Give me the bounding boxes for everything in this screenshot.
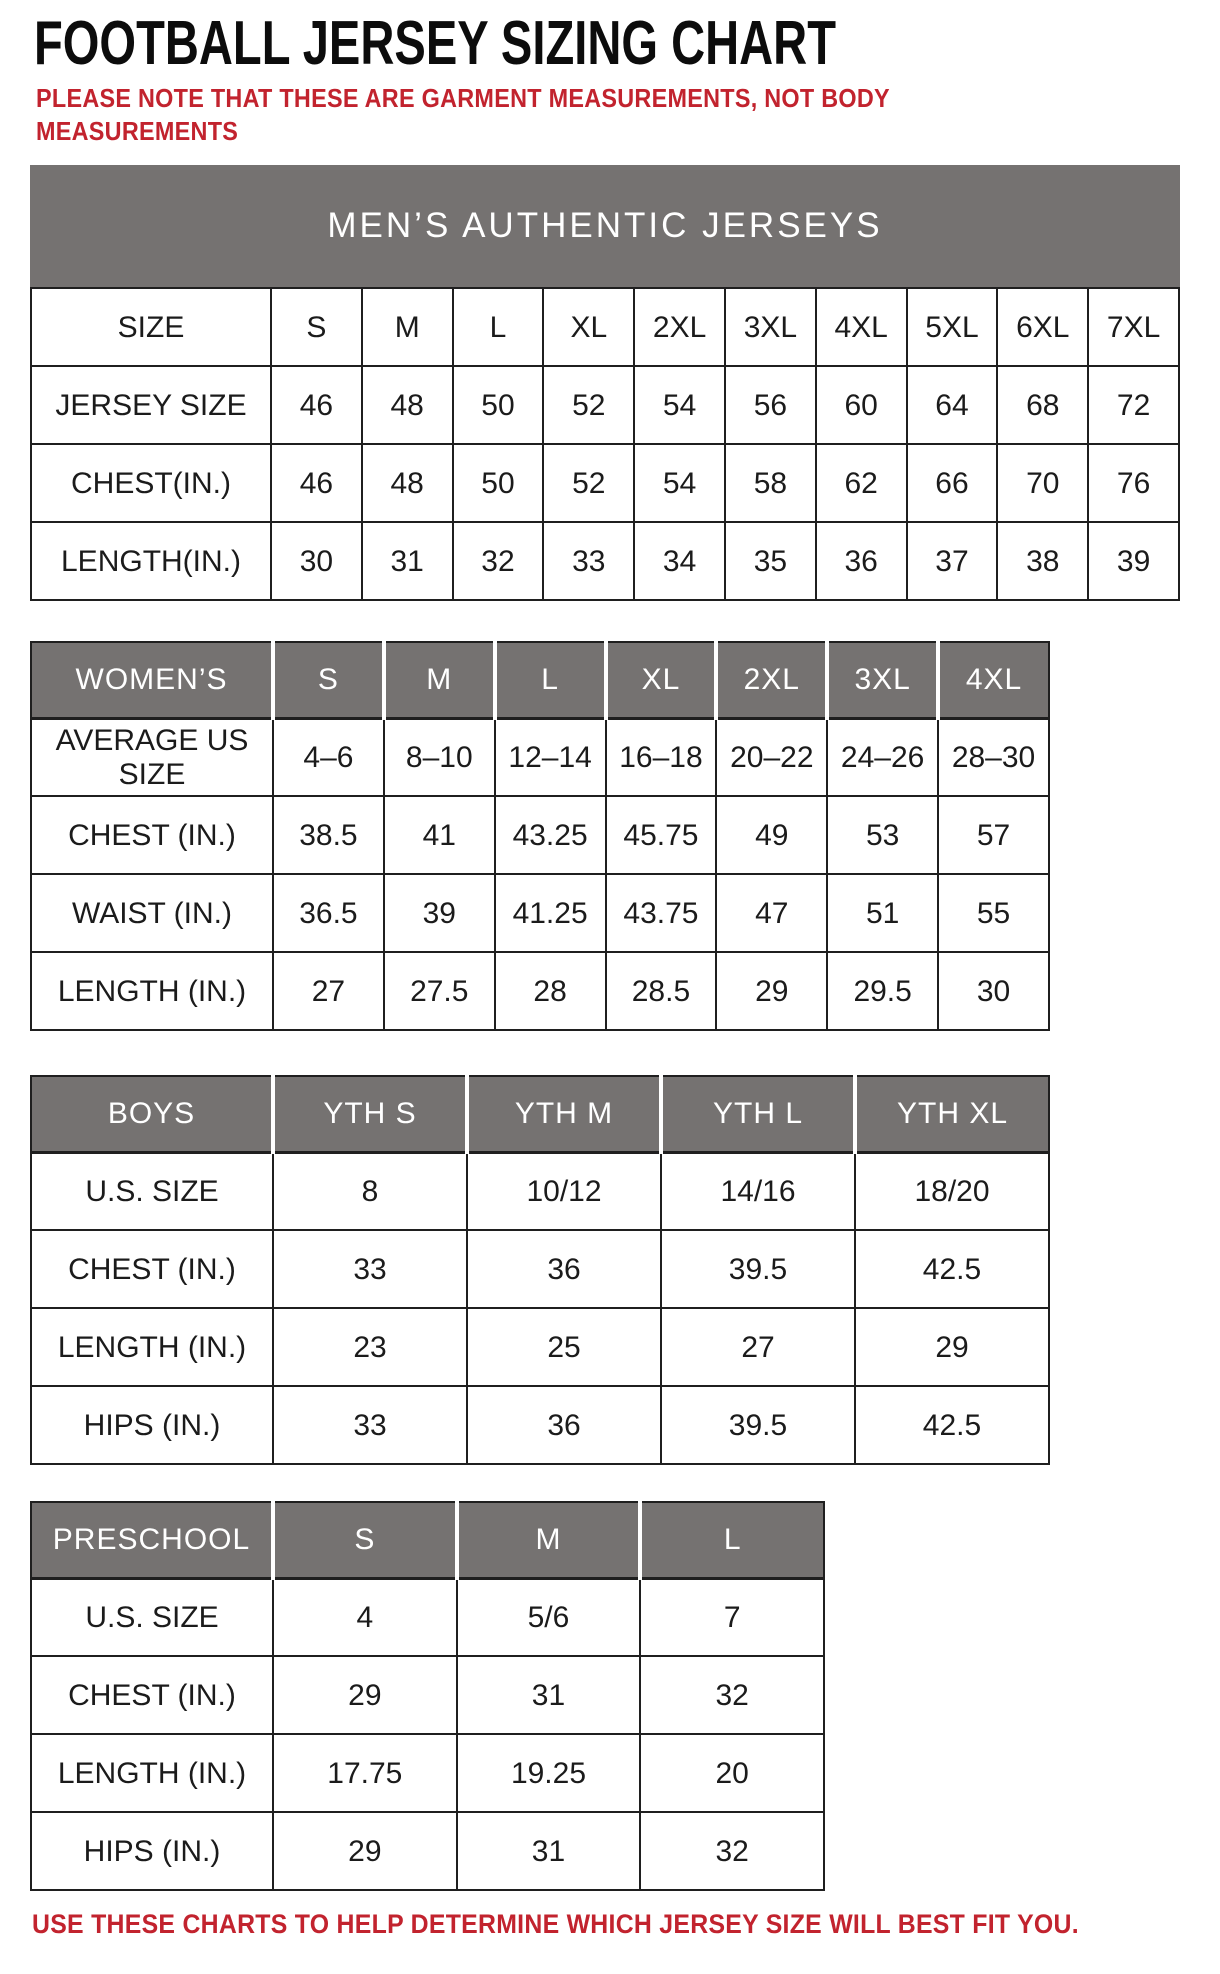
column-header: YTH M — [467, 1076, 661, 1152]
table-cell: 20 — [640, 1734, 824, 1812]
table-cell: 7XL — [1088, 288, 1179, 366]
column-header: M — [384, 642, 495, 718]
table-cell: 19.25 — [457, 1734, 641, 1812]
table-cell: 41.25 — [495, 874, 606, 952]
table-cell: 28 — [495, 952, 606, 1030]
footer-note: USE THESE CHARTS TO HELP DETERMINE WHICH JERSEY SIZE WILL BEST FIT YOU. — [32, 1909, 1079, 1940]
table-cell: 28–30 — [938, 718, 1049, 796]
table-cell: 27.5 — [384, 952, 495, 1030]
table-cell: 10/12 — [467, 1152, 661, 1230]
table-row — [31, 1386, 1049, 1464]
mens-table-wrap — [30, 165, 1180, 601]
table-cell: 14/16 — [661, 1152, 855, 1230]
table-cell: 39 — [1088, 522, 1179, 600]
table-cell: 50 — [453, 444, 544, 522]
table-cell: 32 — [453, 522, 544, 600]
row-label: HIPS (IN.) — [31, 1386, 273, 1464]
table-cell: 38.5 — [273, 796, 384, 874]
row-label: CHEST (IN.) — [31, 1230, 273, 1308]
row-label: WAIST (IN.) — [31, 874, 273, 952]
table-cell: 32 — [640, 1656, 824, 1734]
table-cell: 43.25 — [495, 796, 606, 874]
table-cell: 37 — [907, 522, 998, 600]
table-cell: 47 — [716, 874, 827, 952]
table-cell: 50 — [453, 366, 544, 444]
table-cell: 5XL — [907, 288, 998, 366]
table-cell: 33 — [543, 522, 634, 600]
table-cell: 62 — [816, 444, 907, 522]
table-cell: 36.5 — [273, 874, 384, 952]
row-label: LENGTH (IN.) — [31, 1734, 273, 1812]
table-cell: 38 — [997, 522, 1088, 600]
mens-sizing-table — [30, 287, 1180, 601]
table-cell: 58 — [725, 444, 816, 522]
table-cell: 29 — [855, 1308, 1049, 1386]
table-cell: 30 — [938, 952, 1049, 1030]
table-row — [31, 522, 1179, 600]
table-cell: 35 — [725, 522, 816, 600]
table-row — [31, 1152, 1049, 1230]
table-cell: S — [271, 288, 362, 366]
column-header: S — [273, 642, 384, 718]
table-cell: 54 — [634, 366, 725, 444]
row-label: HIPS (IN.) — [31, 1812, 273, 1890]
table-row — [31, 1734, 824, 1812]
column-header: M — [457, 1502, 641, 1578]
table-cell: 28.5 — [606, 952, 717, 1030]
table-cell: 27 — [273, 952, 384, 1030]
table-cell: 41 — [384, 796, 495, 874]
table-cell: 17.75 — [273, 1734, 457, 1812]
table-cell: XL — [543, 288, 634, 366]
column-header: XL — [606, 642, 717, 718]
table-cell: 31 — [457, 1812, 641, 1890]
table-row — [31, 444, 1179, 522]
table-cell: 56 — [725, 366, 816, 444]
table-cell: 53 — [827, 796, 938, 874]
table-cell: 3XL — [725, 288, 816, 366]
table-cell: 18/20 — [855, 1152, 1049, 1230]
table-cell: 30 — [271, 522, 362, 600]
table-cell: 24–26 — [827, 718, 938, 796]
womens-table-wrap — [30, 641, 1050, 1031]
table-row — [31, 1230, 1049, 1308]
table-row — [31, 288, 1179, 366]
table-cell: 39 — [384, 874, 495, 952]
table-cell: 16–18 — [606, 718, 717, 796]
mens-table-banner: MEN’S AUTHENTIC JERSEYS — [30, 165, 1180, 287]
table-cell: 76 — [1088, 444, 1179, 522]
table-cell: 5/6 — [457, 1578, 641, 1656]
row-label: CHEST (IN.) — [31, 1656, 273, 1734]
table-cell: 39.5 — [661, 1386, 855, 1464]
column-header: 4XL — [938, 642, 1049, 718]
row-label: LENGTH (IN.) — [31, 1308, 273, 1386]
table-cell: 66 — [907, 444, 998, 522]
table-cell: 7 — [640, 1578, 824, 1656]
table-cell: 4 — [273, 1578, 457, 1656]
table-cell: 46 — [271, 444, 362, 522]
row-label: U.S. SIZE — [31, 1152, 273, 1230]
table-cell: 20–22 — [716, 718, 827, 796]
table-cell: 29.5 — [827, 952, 938, 1030]
table-cell: 46 — [271, 366, 362, 444]
table-cell: L — [453, 288, 544, 366]
table-cell: 29 — [716, 952, 827, 1030]
table-cell: 49 — [716, 796, 827, 874]
table-cell: 25 — [467, 1308, 661, 1386]
header-row — [31, 642, 1049, 718]
table-cell: 39.5 — [661, 1230, 855, 1308]
header-label: PRESCHOOL — [31, 1502, 273, 1578]
table-row — [31, 718, 1049, 796]
table-cell: 2XL — [634, 288, 725, 366]
row-label: SIZE — [31, 288, 271, 366]
table-cell: 6XL — [997, 288, 1088, 366]
table-cell: 4XL — [816, 288, 907, 366]
table-cell: M — [362, 288, 453, 366]
measurement-note — [36, 82, 1102, 147]
header-row — [31, 1502, 824, 1578]
boys-table-section — [30, 1075, 1220, 1465]
table-row — [31, 796, 1049, 874]
table-cell: 70 — [997, 444, 1088, 522]
table-cell: 33 — [273, 1386, 467, 1464]
column-header: 2XL — [716, 642, 827, 718]
preschool-table-wrap — [30, 1501, 825, 1891]
header-label: WOMEN’S — [31, 642, 273, 718]
table-cell: 42.5 — [855, 1230, 1049, 1308]
womens-sizing-table — [30, 641, 1050, 1031]
table-cell: 32 — [640, 1812, 824, 1890]
note-line: MEASUREMENTS — [36, 115, 239, 146]
table-cell: 36 — [816, 522, 907, 600]
column-header: 3XL — [827, 642, 938, 718]
row-label: AVERAGE US SIZE — [31, 718, 273, 796]
table-cell: 29 — [273, 1656, 457, 1734]
column-header: S — [273, 1502, 457, 1578]
column-header: L — [495, 642, 606, 718]
table-cell: 57 — [938, 796, 1049, 874]
table-cell: 36 — [467, 1230, 661, 1308]
table-cell: 34 — [634, 522, 725, 600]
column-header: YTH L — [661, 1076, 855, 1152]
row-label: JERSEY SIZE — [31, 366, 271, 444]
table-cell: 43.75 — [606, 874, 717, 952]
table-row — [31, 366, 1179, 444]
womens-table-section — [30, 641, 1220, 1031]
table-cell: 36 — [467, 1386, 661, 1464]
table-cell: 51 — [827, 874, 938, 952]
table-cell: 4–6 — [273, 718, 384, 796]
table-row — [31, 1578, 824, 1656]
boys-table-wrap — [30, 1075, 1050, 1465]
table-cell: 54 — [634, 444, 725, 522]
table-cell: 68 — [997, 366, 1088, 444]
table-row — [31, 874, 1049, 952]
table-cell: 45.75 — [606, 796, 717, 874]
column-header: L — [640, 1502, 824, 1578]
table-cell: 12–14 — [495, 718, 606, 796]
table-cell: 48 — [362, 444, 453, 522]
table-row — [31, 1656, 824, 1734]
table-cell: 52 — [543, 444, 634, 522]
row-label: CHEST (IN.) — [31, 796, 273, 874]
boys-sizing-table — [30, 1075, 1050, 1465]
table-cell: 31 — [457, 1656, 641, 1734]
table-cell: 52 — [543, 366, 634, 444]
note-line: PLEASE NOTE THAT THESE ARE GARMENT MEASUREMENTS, NOT BODY — [36, 83, 890, 114]
table-cell: 8–10 — [384, 718, 495, 796]
table-row — [31, 1308, 1049, 1386]
column-header: YTH XL — [855, 1076, 1049, 1152]
table-cell: 31 — [362, 522, 453, 600]
row-label: CHEST(IN.) — [31, 444, 271, 522]
preschool-sizing-table — [30, 1501, 825, 1891]
table-cell: 42.5 — [855, 1386, 1049, 1464]
row-label: LENGTH(IN.) — [31, 522, 271, 600]
table-row — [31, 1812, 824, 1890]
page-title: FOOTBALL JERSEY SIZING CHART — [34, 9, 836, 78]
table-cell: 60 — [816, 366, 907, 444]
column-header: YTH S — [273, 1076, 467, 1152]
mens-table-section — [30, 165, 1220, 601]
table-cell: 33 — [273, 1230, 467, 1308]
table-cell: 27 — [661, 1308, 855, 1386]
table-cell: 23 — [273, 1308, 467, 1386]
table-cell: 29 — [273, 1812, 457, 1890]
table-cell: 64 — [907, 366, 998, 444]
table-cell: 55 — [938, 874, 1049, 952]
table-row — [31, 952, 1049, 1030]
preschool-table-section — [30, 1501, 1220, 1891]
table-cell: 8 — [273, 1152, 467, 1230]
header-label: BOYS — [31, 1076, 273, 1152]
row-label: U.S. SIZE — [31, 1578, 273, 1656]
row-label: LENGTH (IN.) — [31, 952, 273, 1030]
header-row — [31, 1076, 1049, 1152]
table-cell: 48 — [362, 366, 453, 444]
table-cell: 72 — [1088, 366, 1179, 444]
